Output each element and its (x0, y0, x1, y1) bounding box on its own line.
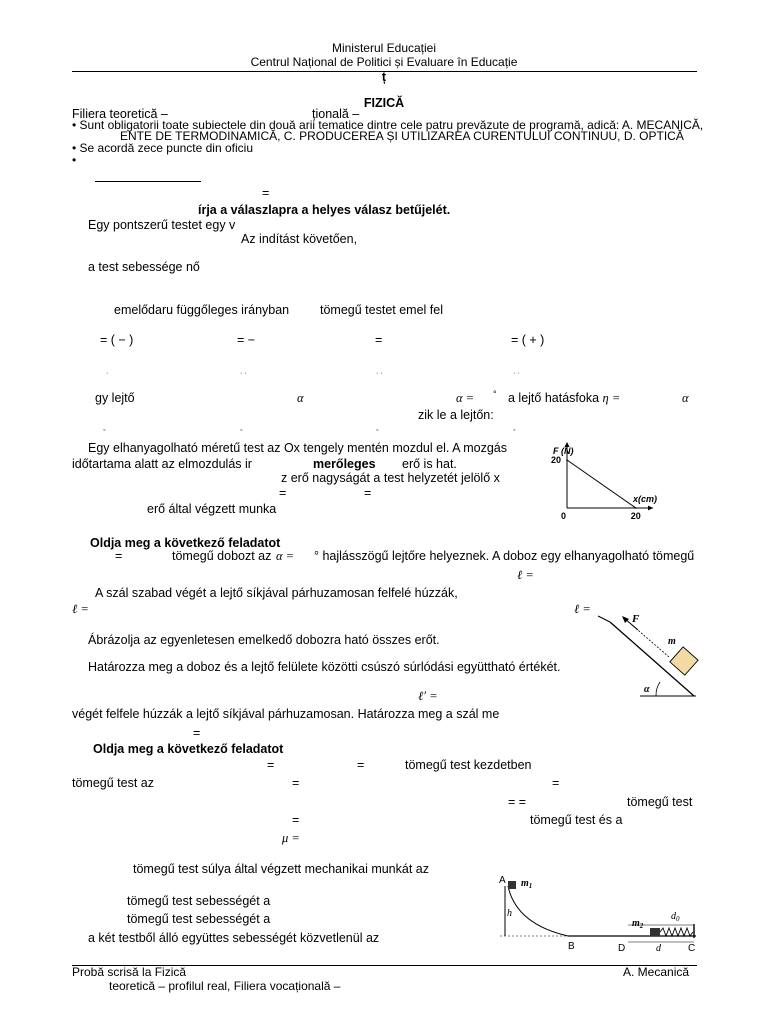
q1-line2: Az indítást követően, (241, 232, 358, 246)
q2-line1b: tömegű testet emel fel (320, 303, 443, 317)
bullet-1: • Sunt obligatorii toate subiectele din două arii tematice dintre cele patru prevăzute de programă, adică: A. MECANICĂ, (72, 118, 704, 132)
q4-eq1: = (279, 486, 287, 500)
b-task-a: Ábrázolja az egyenletesen emelkedő dobozra ható összes erőt. (88, 633, 440, 647)
b-task-c-eq: = (193, 726, 201, 740)
point-a: A (499, 875, 506, 886)
c-task-b: tömegű test sebességét a (127, 894, 271, 908)
c-eq1: = (267, 758, 275, 772)
section-b-heading: Oldja meg a következő feladatot (90, 536, 281, 550)
b-ell2: ℓ = (72, 602, 89, 616)
c-task-d: a két testből álló együttes sebességét közvetlenül az (88, 931, 380, 945)
q1-line1: Egy pontszerű testet egy v (88, 218, 236, 232)
point-b: B (568, 941, 575, 952)
c-eq6: = (292, 813, 300, 827)
m2-label: $m_2$ (632, 918, 644, 930)
m1-label: $m_1$ (521, 878, 533, 890)
q3-alpha: α (297, 391, 304, 405)
section-c-heading: Oldja meg a következő feladatot (93, 742, 284, 756)
footer-left-2: teoretică – profilul real, Filiera vocațională – (109, 979, 341, 993)
point-d: D (618, 943, 626, 954)
b-line1: tömegű dobozt az (172, 549, 272, 563)
dot-mark: · (106, 370, 109, 377)
bullet-2-text: Se acordă zece puncte din oficiu (79, 141, 253, 155)
series-line (567, 460, 636, 508)
q3-degree: ° (493, 389, 497, 399)
b-line2: A szál szabad végét a lejtő síkjával párhuzamosan felfelé húzzák, (95, 586, 458, 600)
dot-mark: ◦ (103, 427, 106, 434)
c-eq2: = (357, 758, 365, 772)
force-position-chart (545, 440, 665, 530)
dot-mark: · · (513, 370, 520, 377)
b-task-c: végét felfele húzzák a lejtő síkjával párhuzamosan. Határozza meg a szál me (72, 707, 500, 721)
angle-arc (656, 682, 660, 696)
track-curve (508, 886, 568, 936)
data-point (635, 507, 637, 509)
page-title: FIZICĂ (363, 96, 405, 110)
ministry-line: Ministerul Educației (331, 41, 437, 55)
b-ell3: ℓ = (574, 602, 591, 616)
bullet-1-cont: ENTE DE TERMODINAMICĂ, C. PRODUCEREA ȘI UTILIZAREA CURENTULUI CONTINUU, D. OPTICĂ (120, 129, 684, 143)
b-alpha: α = (276, 549, 295, 563)
d-label: d (656, 943, 661, 954)
c-line2: tömegű test az (72, 776, 154, 790)
data-point (566, 459, 568, 461)
track-figure (498, 872, 698, 952)
c-eq3: = (292, 776, 300, 790)
bullet-1-text: Sunt obligatorii toate subiectele din două arii tematice dintre cele patru prevăzute de programă, adică: A. MECANICĂ, (79, 118, 704, 132)
stray-char: ț (381, 70, 387, 84)
c-eq4: = (552, 776, 560, 790)
q4-line2: időtartama alatt az elmozdulás ir (72, 457, 252, 471)
d0-label: $d_0$ (671, 911, 680, 923)
b-task-b: Határozza meg a doboz és a lejtő felülete közötti csúszó súrlódási együttható értékét. (88, 660, 561, 674)
q4-line3: z erő nagyságát a test helyzetét jelölő x (281, 471, 500, 485)
c-eq5: = = (508, 795, 527, 809)
b-line1-eq: = (115, 549, 123, 563)
q1-line3: a test sebessége nő (88, 260, 200, 274)
q2-option-b: = − (237, 333, 256, 347)
section-rule (95, 181, 201, 182)
dot-mark: ◦ (376, 427, 379, 434)
footer-right-1: A. Mecanică (623, 965, 690, 979)
q2-line1: emelődaru függőleges irányban (114, 303, 290, 317)
dot-mark: · · (240, 370, 247, 377)
section-a-eq: = (262, 186, 270, 200)
q4-line4: erő által végzett munka (147, 502, 277, 516)
incline-top (598, 616, 610, 622)
q3-alpha-2: α (682, 391, 689, 405)
dot-mark: ◦ (513, 427, 516, 434)
x-axis-arrowhead (648, 506, 653, 511)
c-mu: μ = (282, 831, 300, 845)
height-label: h (507, 908, 512, 919)
spring (660, 928, 693, 936)
q3-line2: zik le a lejtőn: (418, 408, 494, 422)
filiera-left: Filiera teoretică – (72, 107, 168, 121)
mass-1-block (508, 881, 516, 889)
q2-option-d: = ( + ) (511, 333, 545, 347)
q2-option-a: = ( − ) (100, 333, 134, 347)
mass-label: m (668, 636, 676, 647)
alpha-label: α (644, 684, 650, 695)
q3-alpha-eq: α = (456, 391, 475, 405)
q4-line1: Egy elhanyagolható méretű test az Ox tengely mentén mozdul el. A mozgás (88, 441, 507, 455)
c-task-a: tömegű test súlya által végzett mechanikai munkát az (133, 862, 429, 876)
point-c: C (688, 943, 696, 954)
dot-mark: ◦ (240, 427, 243, 434)
q3-efficiency: a lejtő hatásfoka η = (508, 391, 621, 405)
bullet-2: • Se acordă zece puncte din oficiu (72, 141, 253, 155)
y-axis-label: F (N) (553, 446, 574, 456)
q4-eq2: = (364, 486, 372, 500)
mass-2-block (650, 928, 660, 936)
dot-mark: · · (376, 370, 383, 377)
c-line1: tömegű test kezdetben (405, 758, 532, 772)
footer-left-1: Probă scrisă la Fizică (72, 965, 187, 979)
c-line4: tömegű test és a (530, 813, 623, 827)
q4-line2-end: erő is hat. (402, 457, 457, 471)
x-tick-label: 20 (630, 511, 641, 521)
b-line1b: ° hajlásszögű lejtőre helyeznek. A doboz egy elhanyagolható tömegű (314, 549, 695, 563)
c-line3: tömegű test (627, 795, 693, 809)
b-ell1: ℓ = (517, 568, 534, 582)
x-axis-label: x(cm) (633, 494, 658, 504)
q2-option-c: = (375, 333, 383, 347)
section-a-instruction: írja a válaszlapra a helyes válasz betűjelét. (198, 203, 451, 217)
c-task-c: tömegű test sebességét a (127, 912, 271, 926)
bullet-3: • (72, 153, 77, 167)
center-line: Centrul Național de Politici și Evaluare în Educație (250, 55, 518, 69)
box (670, 647, 698, 675)
q3-line1: gy lejtő (95, 391, 135, 405)
x-tick-label: 0 (561, 511, 567, 521)
q4-emphasis: merőleges (313, 457, 376, 471)
incline-figure (600, 612, 700, 702)
y-tick-label: 20 (551, 455, 562, 465)
b-ell4: ℓ′ = (418, 689, 438, 703)
force-label: F (632, 613, 640, 625)
filiera-right: țională – (312, 107, 360, 121)
